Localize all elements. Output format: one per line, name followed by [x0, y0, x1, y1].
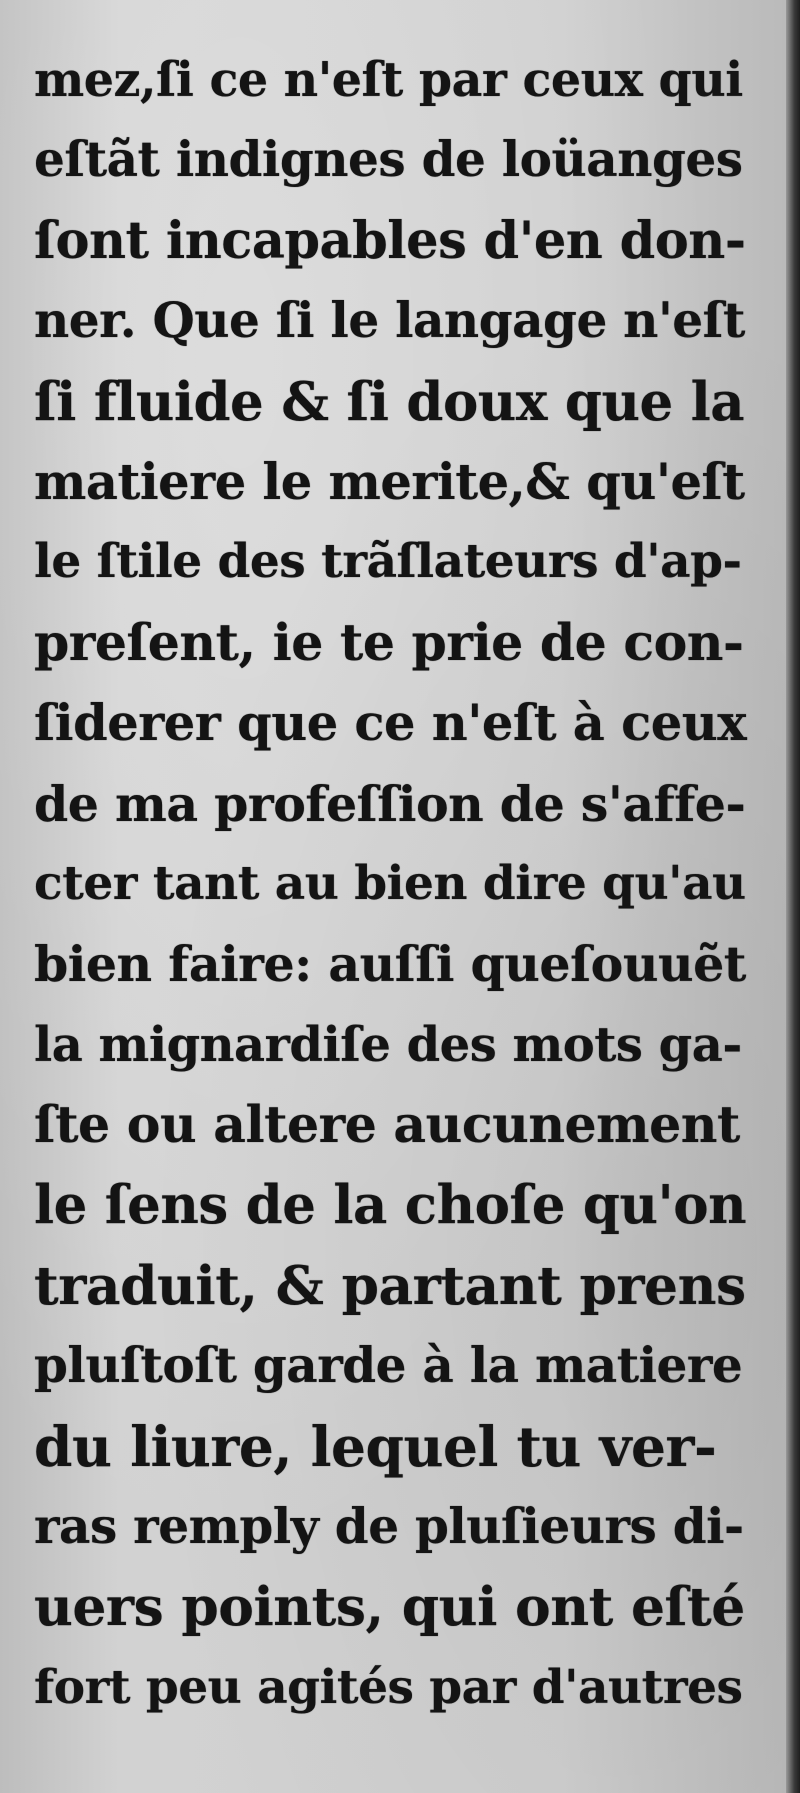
text-line-20: uers points, qui ont eſté — [34, 1575, 745, 1639]
page-text — [34, 40, 746, 1728]
text-line-21: fort peu agités par d'autres — [34, 1659, 743, 1715]
text-line-11: cter tant au bien dire qu'au — [34, 855, 746, 911]
text-line-12: bien faire: auſſi queſouuẽt — [34, 935, 746, 994]
text-line-16: traduit, & partant prens — [34, 1253, 746, 1317]
text-line-5: ſi fluide & ſi doux que la — [34, 370, 745, 433]
page-edge-shadow — [786, 0, 800, 1793]
text-line-2: eſtãt indignes de loüanges — [34, 131, 743, 189]
text-line-4: ner. Que ſi le langage n'eſt — [34, 292, 745, 350]
text-line-6: matiere le merite,& qu'eſt — [34, 452, 745, 511]
text-line-9: ſiderer que ce n'eſt à ceux — [34, 694, 747, 753]
text-line-14: ſte ou altere aucunement — [34, 1095, 740, 1155]
text-line-1: mez,ſi ce n'eſt par ceux qui — [34, 52, 743, 108]
text-line-19: ras remply de pluſieurs di- — [34, 1498, 744, 1556]
text-line-10: de ma profeſſion de s'affe- — [34, 774, 746, 833]
text-line-7: le ſtile des trãſlateurs d'ap- — [34, 534, 742, 590]
text-line-3: ſont incapables d'en don- — [34, 210, 746, 271]
text-line-13: la mignardiſe des mots ga- — [34, 1016, 742, 1073]
text-line-17: pluſtoſt garde à la matiere — [34, 1337, 743, 1395]
text-line-15: le ſens de la choſe qu'on — [34, 1174, 747, 1237]
text-line-18: du liure, lequel tu ver- — [34, 1413, 717, 1479]
text-line-8: preſent, ie te prie de con- — [34, 612, 744, 672]
